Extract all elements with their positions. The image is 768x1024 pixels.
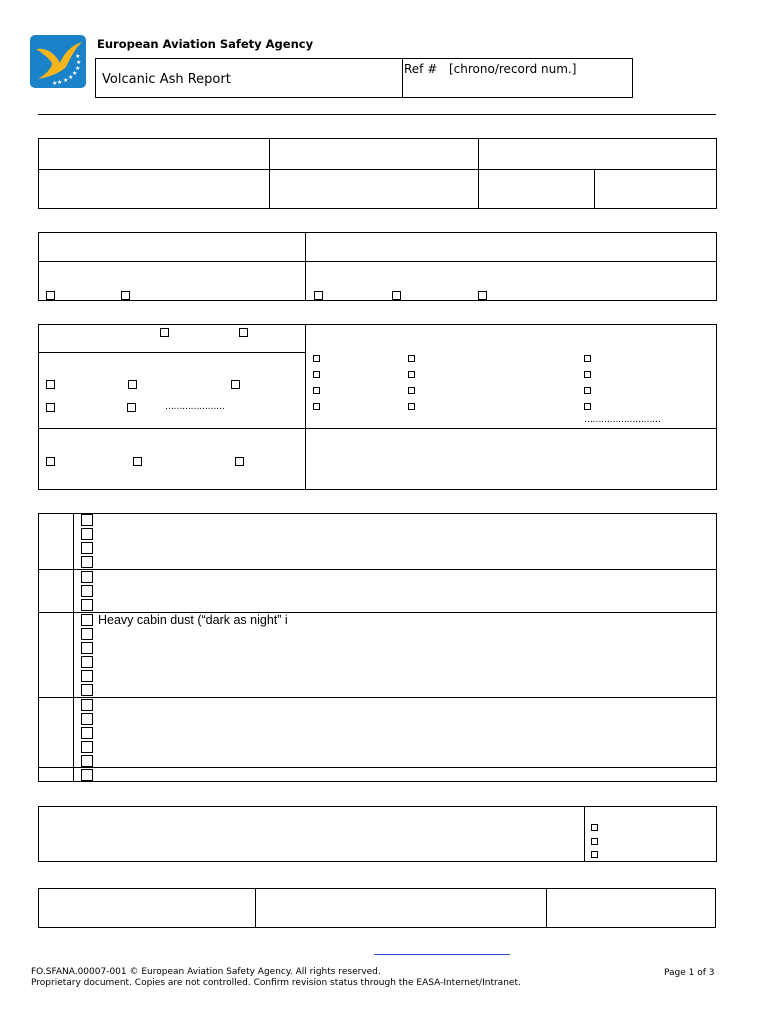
checkbox[interactable]	[81, 542, 93, 554]
checkbox[interactable]	[46, 457, 55, 466]
footer-link-underline[interactable]	[374, 954, 510, 955]
checkbox[interactable]	[584, 355, 591, 362]
checkbox[interactable]	[591, 838, 598, 845]
table-row-divider	[38, 261, 717, 262]
header-rule	[38, 114, 716, 115]
other-specify-field[interactable]: ………………………	[584, 415, 661, 425]
page-number: Page 1 of 3	[664, 968, 715, 978]
checkbox[interactable]	[408, 403, 415, 410]
title-divider	[402, 58, 403, 98]
svg-text:★: ★	[63, 77, 69, 84]
svg-text:★: ★	[72, 70, 78, 77]
easa-logo	[30, 35, 86, 88]
checkbox[interactable]	[81, 656, 93, 668]
flight-field-4[interactable]	[595, 170, 716, 208]
checkbox[interactable]	[46, 380, 55, 389]
form-title: Volcanic Ash Report	[102, 72, 231, 87]
checkbox[interactable]	[408, 371, 415, 378]
checkbox[interactable]	[584, 403, 591, 410]
checkbox[interactable]	[46, 291, 55, 300]
cabin-dust-label: Heavy cabin dust (“dark as night” i	[98, 613, 288, 627]
footer-disclaimer: Proprietary document. Copies are not controlled. Confirm revision status through the EASA-Internet/Intranet.	[31, 978, 521, 988]
checkbox[interactable]	[313, 355, 320, 362]
checkbox[interactable]	[46, 403, 55, 412]
checkbox[interactable]	[133, 457, 142, 466]
table-row-divider	[38, 428, 717, 429]
checkbox[interactable]	[121, 291, 130, 300]
checkbox[interactable]	[81, 599, 93, 611]
checkbox[interactable]	[591, 824, 598, 831]
table-col-divider	[305, 232, 306, 301]
checkbox[interactable]	[81, 769, 93, 781]
footer-doc-id: FO.SFANA.00007-001 © European Aviation Safety Agency. All rights reserved.	[31, 967, 381, 977]
checkbox[interactable]	[239, 328, 248, 337]
checkbox[interactable]	[81, 713, 93, 725]
checkbox[interactable]	[81, 642, 93, 654]
checkbox[interactable]	[81, 528, 93, 540]
checkbox[interactable]	[313, 371, 320, 378]
checkbox[interactable]	[584, 371, 591, 378]
agency-name: European Aviation Safety Agency	[97, 37, 314, 51]
flight-field-2[interactable]	[270, 170, 477, 208]
checkbox[interactable]	[81, 684, 93, 696]
checkbox[interactable]	[408, 355, 415, 362]
checkbox[interactable]	[231, 380, 240, 389]
checkbox[interactable]	[314, 291, 323, 300]
table-col-divider	[305, 324, 306, 490]
ref-label: Ref #	[404, 62, 438, 76]
ref-number-field[interactable]: [chrono/record num.]	[449, 62, 577, 76]
checkbox[interactable]	[81, 571, 93, 583]
svg-text:★: ★	[52, 80, 58, 87]
effects-table	[38, 513, 717, 782]
checkbox[interactable]	[81, 741, 93, 753]
svg-text:★: ★	[68, 74, 74, 81]
checkbox[interactable]	[81, 628, 93, 640]
signature-field-1[interactable]	[39, 889, 254, 927]
checkbox[interactable]	[160, 328, 169, 337]
signature-field-2[interactable]	[256, 889, 545, 927]
checkbox[interactable]	[81, 755, 93, 767]
svg-text:★: ★	[75, 53, 81, 60]
checkbox[interactable]	[128, 380, 137, 389]
table-row-divider	[38, 352, 305, 353]
other-specify-field[interactable]: …………………	[165, 402, 225, 412]
easa-logo-icon	[30, 35, 86, 88]
table-col-divider	[584, 806, 585, 862]
table-col-divider	[73, 513, 74, 782]
checkbox[interactable]	[313, 403, 320, 410]
checkbox[interactable]	[392, 291, 401, 300]
checkbox[interactable]	[313, 387, 320, 394]
svg-text:★: ★	[76, 59, 82, 66]
svg-text:★: ★	[57, 79, 63, 86]
checkbox[interactable]	[81, 727, 93, 739]
checkbox[interactable]	[591, 851, 598, 858]
checkbox[interactable]	[81, 556, 93, 568]
checkbox[interactable]	[81, 585, 93, 597]
remarks-field[interactable]	[39, 807, 583, 861]
checkbox[interactable]	[235, 457, 244, 466]
signature-field-3[interactable]	[547, 889, 715, 927]
checkbox[interactable]	[127, 403, 136, 412]
flight-field-1[interactable]	[39, 170, 268, 208]
svg-text:★: ★	[75, 65, 81, 72]
section-2-table	[38, 232, 717, 301]
checkbox[interactable]	[408, 387, 415, 394]
checkbox[interactable]	[81, 514, 93, 526]
table-row-divider	[38, 767, 717, 768]
cabin-dust-checkbox[interactable]	[81, 614, 93, 626]
flight-field-3[interactable]	[479, 170, 593, 208]
checkbox[interactable]	[584, 387, 591, 394]
table-row-divider	[38, 569, 717, 570]
checkbox[interactable]	[81, 670, 93, 682]
checkbox[interactable]	[478, 291, 487, 300]
checkbox[interactable]	[81, 699, 93, 711]
table-row-divider	[38, 697, 717, 698]
